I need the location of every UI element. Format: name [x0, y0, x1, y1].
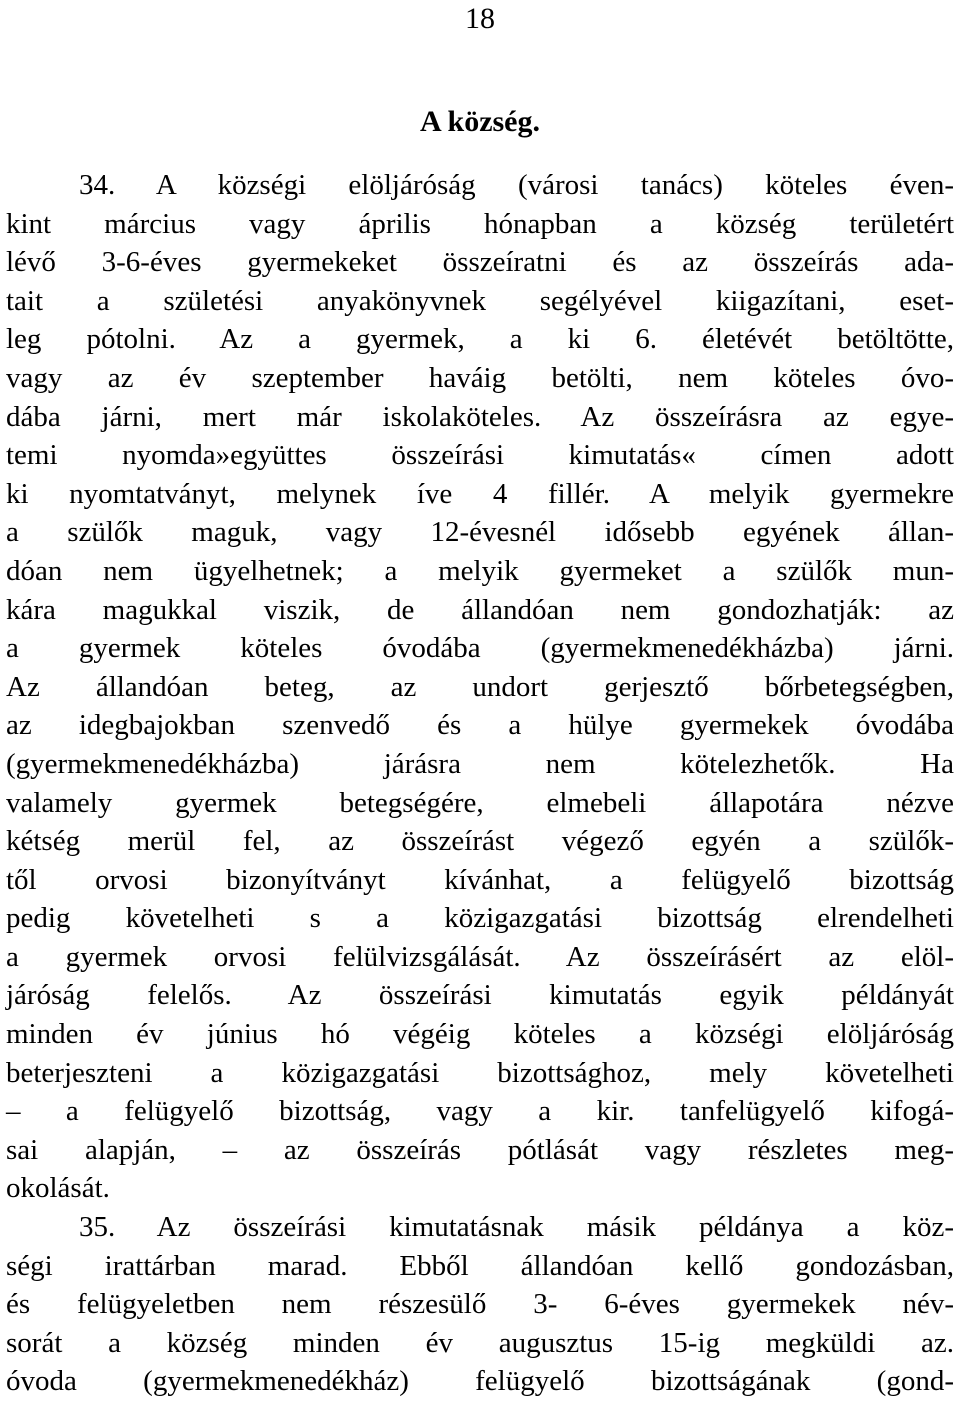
text-line: ségi irattárban marad. Ebből állandóan kellő gondozásban,: [6, 1249, 954, 1282]
text-line: a gyermek orvosi felülvizsgálását. Az összeírásért az elöl-: [6, 940, 954, 973]
text-line: valamely gyermek betegségére, elmebeli állapotára nézve: [6, 786, 954, 819]
text-line: temi nyomda»együttes összeírási kimutatás« címen adott: [6, 439, 954, 472]
text-line: okolását.: [6, 1172, 110, 1205]
text-line: és felügyeletben nem részesülő 3- 6-éves gyermekek név-: [6, 1288, 954, 1321]
text-line: 35. Az összeírási kimutatásnak másik példánya a köz-: [79, 1211, 954, 1244]
text-line: leg pótolni. Az a gyermek, a ki 6. életévét betöltötte,: [6, 323, 954, 356]
text-line: től orvosi bizonyítványt kívánhat, a felügyelő bizottság: [6, 863, 954, 896]
text-line: minden év június hó végéig köteles a községi elöljáróság: [6, 1018, 954, 1051]
page-number: 18: [465, 2, 495, 35]
text-line: kára magukkal viszik, de állandóan nem gondozhatják: az: [6, 593, 954, 626]
text-line: sorát a község minden év augusztus 15-ig megküldi az.: [6, 1326, 954, 1359]
text-line: Az állandóan beteg, az undort gerjesztő bőrbetegségben,: [6, 670, 954, 703]
text-line: lévő 3-6-éves gyermekeket összeíratni és az összeírás ada-: [6, 246, 954, 279]
text-line: ki nyomtatványt, melynek íve 4 fillér. A melyik gyermekre: [6, 477, 954, 510]
text-line: a gyermek köteles óvodába (gyermekmenedékházba) járni.: [6, 632, 954, 665]
text-line: kétség merül fel, az összeírást végező egyén a szülők-: [6, 825, 954, 858]
text-line: dóan nem ügyelhetnek; a melyik gyermeket a szülők mun-: [6, 554, 954, 587]
text-line: – a felügyelő bizottság, vagy a kir. tanfelügyelő kifogá-: [6, 1095, 954, 1128]
text-line: tait a születési anyakönyvnek segélyével kiigazítani, eset-: [6, 284, 954, 317]
text-line: az idegbajokban szenvedő és a hülye gyermekek óvodába: [6, 709, 954, 742]
text-line: a szülők maguk, vagy 12-évesnél idősebb egyének állan-: [6, 516, 954, 549]
text-line: kint március vagy április hónapban a község területért: [6, 207, 954, 240]
text-line: járóság felelős. Az összeírási kimutatás egyik példányát: [6, 979, 954, 1012]
text-line: 34. A községi elöljáróság (városi tanács) köteles éven-: [79, 169, 954, 201]
section-title: A község.: [420, 105, 540, 138]
text-line: beterjeszteni a közigazgatási bizottsághoz, mely követelheti: [6, 1056, 954, 1089]
text-line: óvoda (gyermekmenedékház) felügyelő bizottságának (gond-: [6, 1365, 954, 1398]
text-line: (gyermekmenedékházba) járásra nem kötelezhetők. Ha: [6, 747, 954, 780]
text-line: sai alapján, – az összeírás pótlását vagy részletes meg-: [6, 1133, 954, 1166]
body-text: [6, 166, 954, 1401]
text-line: dába járni, mert már iskolaköteles. Az összeírásra az egye-: [6, 400, 954, 433]
text-line: pedig követelheti s a közigazgatási bizottság elrendelheti: [6, 902, 954, 935]
text-line: vagy az év szeptember haváig betölti, nem köteles óvo-: [6, 361, 954, 394]
